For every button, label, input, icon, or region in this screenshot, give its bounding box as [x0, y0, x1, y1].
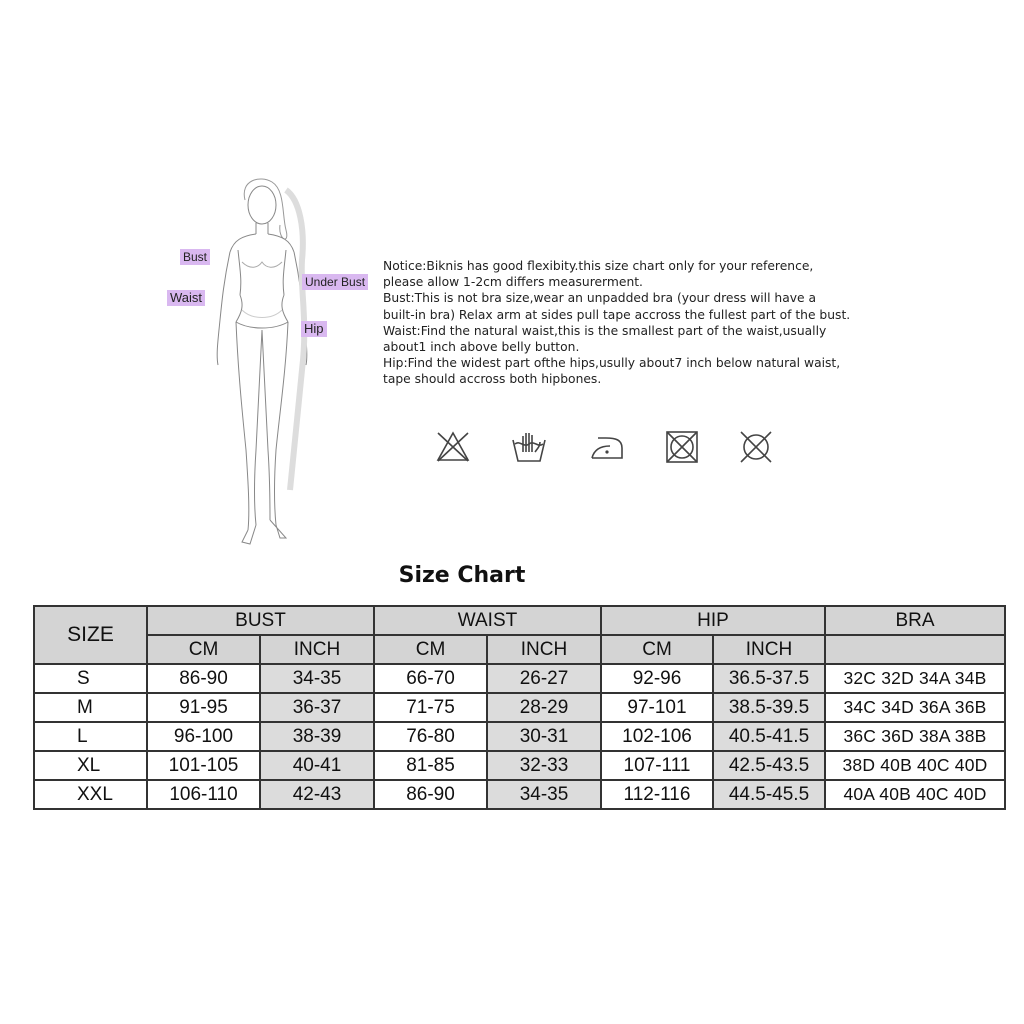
figure-illustration — [190, 170, 330, 550]
cell-bra: 36C 36D 38A 38B — [825, 722, 1005, 751]
woman-figure-icon — [190, 170, 330, 550]
unit-header: INCH — [713, 635, 825, 664]
cell-waist-cm: 86-90 — [374, 780, 487, 809]
unit-header: CM — [147, 635, 260, 664]
cell-size: XXL — [34, 780, 147, 809]
bust-label: Bust — [180, 249, 210, 265]
waist-header: WAIST — [374, 606, 601, 635]
cell-hip-cm: 107-111 — [601, 751, 713, 780]
cell-bra: 34C 34D 36A 36B — [825, 693, 1005, 722]
cell-hip-cm: 112-116 — [601, 780, 713, 809]
do-not-bleach-icon — [434, 428, 472, 466]
cell-waist-in: 26-27 — [487, 664, 601, 693]
notice-line: Notice:Biknis has good flexibity.this size chart only for your reference, — [383, 259, 814, 273]
table-row — [34, 664, 1005, 693]
notice-line: Waist:Find the natural waist,this is the smallest part of the waist,usually — [383, 323, 827, 338]
cell-bust-in: 34-35 — [260, 664, 374, 693]
cell-hip-in: 44.5-45.5 — [713, 780, 825, 809]
cell-waist-in: 30-31 — [487, 722, 601, 751]
notice-line: please allow 1-2cm differs measurerment. — [383, 275, 643, 290]
table-row — [34, 780, 1005, 809]
cell-bust-in: 40-41 — [260, 751, 374, 780]
cell-hip-in: 42.5-43.5 — [713, 751, 825, 780]
cell-bust-in: 42-43 — [260, 780, 374, 809]
measurement-notice — [383, 258, 903, 388]
cell-bra: 40A 40B 40C 40D — [825, 780, 1005, 809]
cell-hip-in: 36.5-37.5 — [713, 664, 825, 693]
size-header: SIZE — [34, 606, 147, 664]
cell-bust-cm: 101-105 — [147, 751, 260, 780]
cell-waist-cm: 81-85 — [374, 751, 487, 780]
cell-waist-in: 32-33 — [487, 751, 601, 780]
cell-bust-cm: 91-95 — [147, 693, 260, 722]
unit-header: INCH — [487, 635, 601, 664]
cell-bust-cm: 96-100 — [147, 722, 260, 751]
bra-header: BRA — [825, 606, 1005, 635]
hip-header: HIP — [601, 606, 825, 635]
cell-size: L — [34, 722, 147, 751]
under-bust-label: Under Bust — [302, 274, 368, 290]
cell-waist-cm: 71-75 — [374, 693, 487, 722]
cell-hip-in: 38.5-39.5 — [713, 693, 825, 722]
size-table — [33, 605, 1006, 810]
unit-header: INCH — [260, 635, 374, 664]
notice-line: Bust:This is not bra size,wear an unpadded bra (your dress will have a — [383, 291, 817, 306]
unit-header-blank — [825, 635, 1005, 664]
cell-bust-in: 36-37 — [260, 693, 374, 722]
cell-bra: 38D 40B 40C 40D — [825, 751, 1005, 780]
cell-hip-cm: 92-96 — [601, 664, 713, 693]
size-chart-title: Size Chart — [398, 563, 526, 588]
table-row — [34, 751, 1005, 780]
cell-size: XL — [34, 751, 147, 780]
cell-waist-cm: 66-70 — [374, 664, 487, 693]
hand-wash-icon — [510, 428, 548, 466]
cell-waist-cm: 76-80 — [374, 722, 487, 751]
bust-header: BUST — [147, 606, 374, 635]
unit-header: CM — [374, 635, 487, 664]
cell-bra: 32C 32D 34A 34B — [825, 664, 1005, 693]
unit-header: CM — [601, 635, 713, 664]
cell-bust-cm: 106-110 — [147, 780, 260, 809]
cell-hip-cm: 97-101 — [601, 693, 713, 722]
hip-label: Hip — [301, 321, 327, 337]
notice-line: built-in bra) Relax arm at sides pull tape accross the fullest part of the bust. — [383, 307, 851, 322]
cell-waist-in: 28-29 — [487, 693, 601, 722]
do-not-dry-clean-icon — [737, 428, 775, 466]
cell-bust-in: 38-39 — [260, 722, 374, 751]
table-row — [34, 693, 1005, 722]
do-not-tumble-dry-icon — [663, 428, 701, 466]
notice-line: about1 inch above belly button. — [383, 340, 580, 355]
notice-line: Hip:Find the widest part ofthe hips,usully about7 inch below natural waist, — [383, 356, 841, 371]
cell-hip-in: 40.5-41.5 — [713, 722, 825, 751]
cell-size: S — [34, 664, 147, 693]
waist-label: Waist — [167, 290, 205, 306]
notice-line: tape should accross both hipbones. — [383, 372, 602, 387]
cell-waist-in: 34-35 — [487, 780, 601, 809]
cell-bust-cm: 86-90 — [147, 664, 260, 693]
table-row — [34, 722, 1005, 751]
cell-size: M — [34, 693, 147, 722]
iron-low-icon — [588, 428, 626, 466]
cell-hip-cm: 102-106 — [601, 722, 713, 751]
